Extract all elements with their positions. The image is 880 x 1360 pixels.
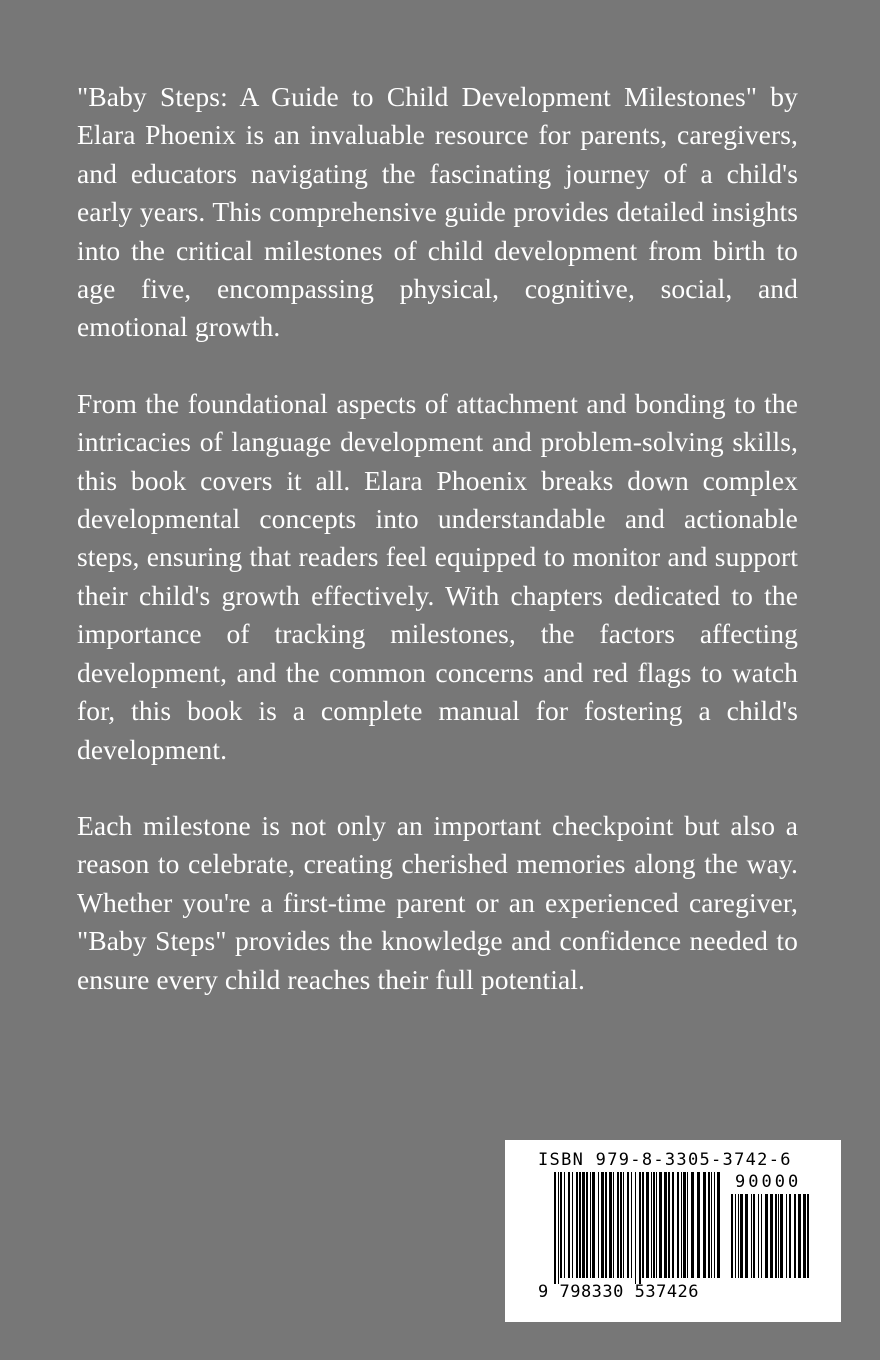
barcode-bar — [651, 1172, 652, 1278]
barcode-bar — [564, 1172, 565, 1278]
price-addon-digits: 90000 — [735, 1172, 802, 1192]
barcode-bar — [708, 1172, 710, 1278]
barcode-bar — [646, 1172, 649, 1278]
barcode-bar — [775, 1194, 777, 1278]
barcode-bar — [717, 1172, 720, 1278]
barcode-bar — [714, 1172, 715, 1278]
barcode-bar — [691, 1172, 694, 1278]
barcode-bar — [683, 1172, 686, 1278]
barcode-digits: 9 798330 537426 — [538, 1282, 700, 1302]
barcode-bar — [687, 1172, 688, 1278]
barcode-bar — [668, 1172, 670, 1278]
barcode-bar — [758, 1194, 759, 1278]
barcode-bar — [620, 1172, 622, 1278]
barcode-bar — [697, 1172, 700, 1278]
barcode-bar — [605, 1172, 607, 1278]
barcode-bar — [753, 1194, 755, 1278]
barcode-bar — [664, 1172, 667, 1278]
isbn-barcode — [505, 1140, 841, 1322]
barcode-bar — [731, 1194, 733, 1278]
ean-addon-bars — [731, 1194, 809, 1278]
barcode-bar — [613, 1172, 614, 1278]
barcode-bar — [639, 1172, 641, 1284]
barcode-bar — [672, 1172, 674, 1278]
barcode-bar — [807, 1194, 809, 1278]
barcode-bar — [601, 1172, 604, 1278]
description-paragraph-1: "Baby Steps: A Guide to Child Development Milestones" by Elara Phoenix is an invaluable resource for parents, caregivers, and educators navigating the fascinating journey of a child's early years. This comprehensive guide provides detailed insights into the critical milestones of child development from birth to age five, encompassing physical, cognitive, social, and emotional growth. — [77, 81, 798, 343]
barcode-bar — [558, 1172, 559, 1284]
barcode-bar — [627, 1172, 629, 1278]
barcode-bar — [568, 1172, 570, 1278]
barcode-bar — [711, 1172, 712, 1278]
barcode-bar — [590, 1172, 591, 1278]
barcode-bar — [635, 1172, 636, 1284]
barcode-bar — [745, 1194, 748, 1278]
description-paragraph-2: From the foundational aspects of attachment and bonding to the intricacies of language development and problem-solving skills, this book covers it all. Elara Phoenix breaks down complex developmental concepts into understandable and actionable steps, ensuring that readers feel equipped to monitor and support their child's growth effectively. With chapters dedicated to the importance of tracking milestones, the factors affecting development, and the common concerns and red flags to watch for, this book is a complete manual for fostering a child's development. — [77, 387, 798, 765]
barcode-bar — [778, 1194, 779, 1278]
barcode-bar — [598, 1172, 599, 1278]
barcode-bar — [681, 1172, 682, 1278]
barcode-bar — [761, 1194, 762, 1278]
barcode-bar — [798, 1194, 801, 1278]
barcode-bar — [751, 1194, 752, 1278]
barcode-bar — [582, 1172, 585, 1278]
barcode-bar — [642, 1172, 644, 1278]
barcode-bar — [735, 1194, 736, 1278]
barcode-bar — [656, 1172, 657, 1278]
barcode-bar — [554, 1172, 556, 1284]
barcode-bar — [740, 1194, 743, 1278]
barcode-bar — [592, 1172, 595, 1278]
barcode-bar — [586, 1172, 588, 1278]
barcode-bar — [609, 1172, 612, 1278]
description-paragraph-3: Each milestone is not only an important checkpoint but also a reason to celebrate, creating cherished memories along the way. Whether you're a first-time parent or an experienced caregiver, "Baby Steps" provides the knowledge and confidence needed to ensure every child reaches their full potential. — [77, 809, 798, 995]
barcode-bar — [617, 1172, 619, 1278]
barcode-bar — [659, 1172, 662, 1278]
barcode-bar — [789, 1194, 791, 1278]
barcode-bar — [572, 1172, 573, 1278]
barcode-bar — [780, 1194, 783, 1278]
isbn-label: ISBN 979-8-3305-3742-6 — [538, 1150, 792, 1170]
barcode-bar — [576, 1172, 578, 1278]
barcode-bar — [560, 1172, 562, 1278]
barcode-bar — [703, 1172, 706, 1278]
barcode-bar — [623, 1172, 624, 1278]
barcode-bar — [631, 1172, 632, 1278]
barcode-bar — [770, 1194, 773, 1278]
barcode-bar — [786, 1194, 787, 1278]
barcode-bar — [653, 1172, 655, 1278]
barcode-bar — [677, 1172, 679, 1278]
ean-main-bars — [554, 1172, 720, 1284]
barcode-bar — [765, 1194, 768, 1278]
back-cover-description — [77, 78, 798, 999]
barcode-bar — [738, 1194, 739, 1278]
barcode-bar — [803, 1194, 806, 1278]
barcode-bar — [579, 1172, 581, 1278]
barcode-bar — [794, 1194, 796, 1278]
